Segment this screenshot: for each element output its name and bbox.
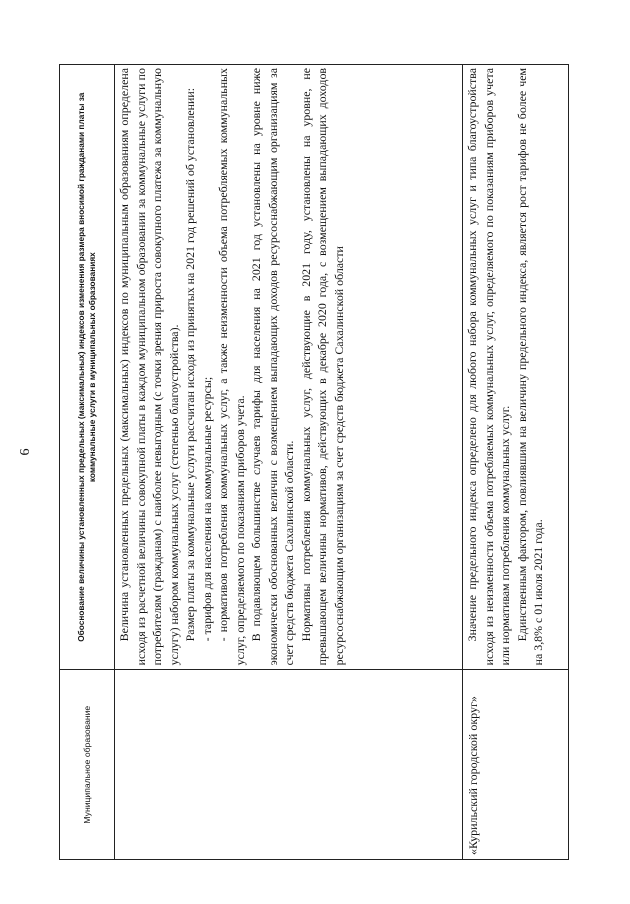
paragraph: Единственным фактором, повлиявшим на величину предельного индекса, является рост тарифов не более чем на 3,8% с 01 июля 2021 года. [514, 68, 545, 666]
paragraph: В подавляющем большинстве случаев тарифы для населения на 2021 год установлены на уровне ниже экономически обоснованных величин с возмещением выпадающих доходов ресурсоснабжающим организациям за счет средств бюджета Сахалинской области. [249, 68, 296, 666]
municipality-cell: «Курильский городской округ» [463, 670, 569, 860]
municipality-cell [115, 670, 463, 860]
paragraph: Значение предельного индекса определено для любого набора коммунальных услуг и типа благоустройства исходя из неизменности объема потребляемых коммунальных услуг, определяемого по показаниям приборов учета или нормативам потребления коммунальных услуг. [465, 68, 512, 666]
justification-table [59, 64, 569, 860]
table-row [463, 65, 569, 860]
table-row [115, 65, 463, 860]
paragraph: Величина установленных предельных (максимальных) индексов по муниципальным образованиям определена исходя из расчетной величины совокупной платы в каждом муниципальном образовании за коммунальные услуги по потребителям (гражданам) с наиболее невыгодным (с точки зрения прироста совокупного платежа за коммунальную услугу) набором коммунальных услуг (степенью благоустройства). [117, 68, 181, 666]
list-item: - тарифов для населения на коммунальные ресурсы; [199, 376, 214, 642]
paragraph: Размер платы за коммунальные услуги рассчитан исходя из принятых на 2021 год решений об установлении: [183, 87, 197, 642]
list-item: - нормативов потребления коммунальных услуг, а также неизменности объема потребляемых коммунальных услуг, определяемого по показаниям приборов учета. [216, 68, 247, 666]
header-justification: Обоснование величины установленных предельных (максимальных) индексов изменения размера вносимой гражданами платы за коммунальные услуги в муниципальных образованиях [60, 65, 115, 670]
header-municipality: Муниципальное образование [60, 670, 115, 860]
paragraph: Нормативы потребления коммунальных услуг, действующие в 2021 году, установлены на уровне, не превышающем величины нормативов, действующих в декабре 2020 года, с возмещением выпадающих доходов ресурсоснабжающим организациям за счет средств бюджета Сахалинской области [298, 68, 346, 666]
page-number: 6 [18, 448, 33, 456]
justification-cell [115, 65, 463, 670]
table-header-row [60, 65, 115, 860]
justification-cell [463, 65, 569, 670]
